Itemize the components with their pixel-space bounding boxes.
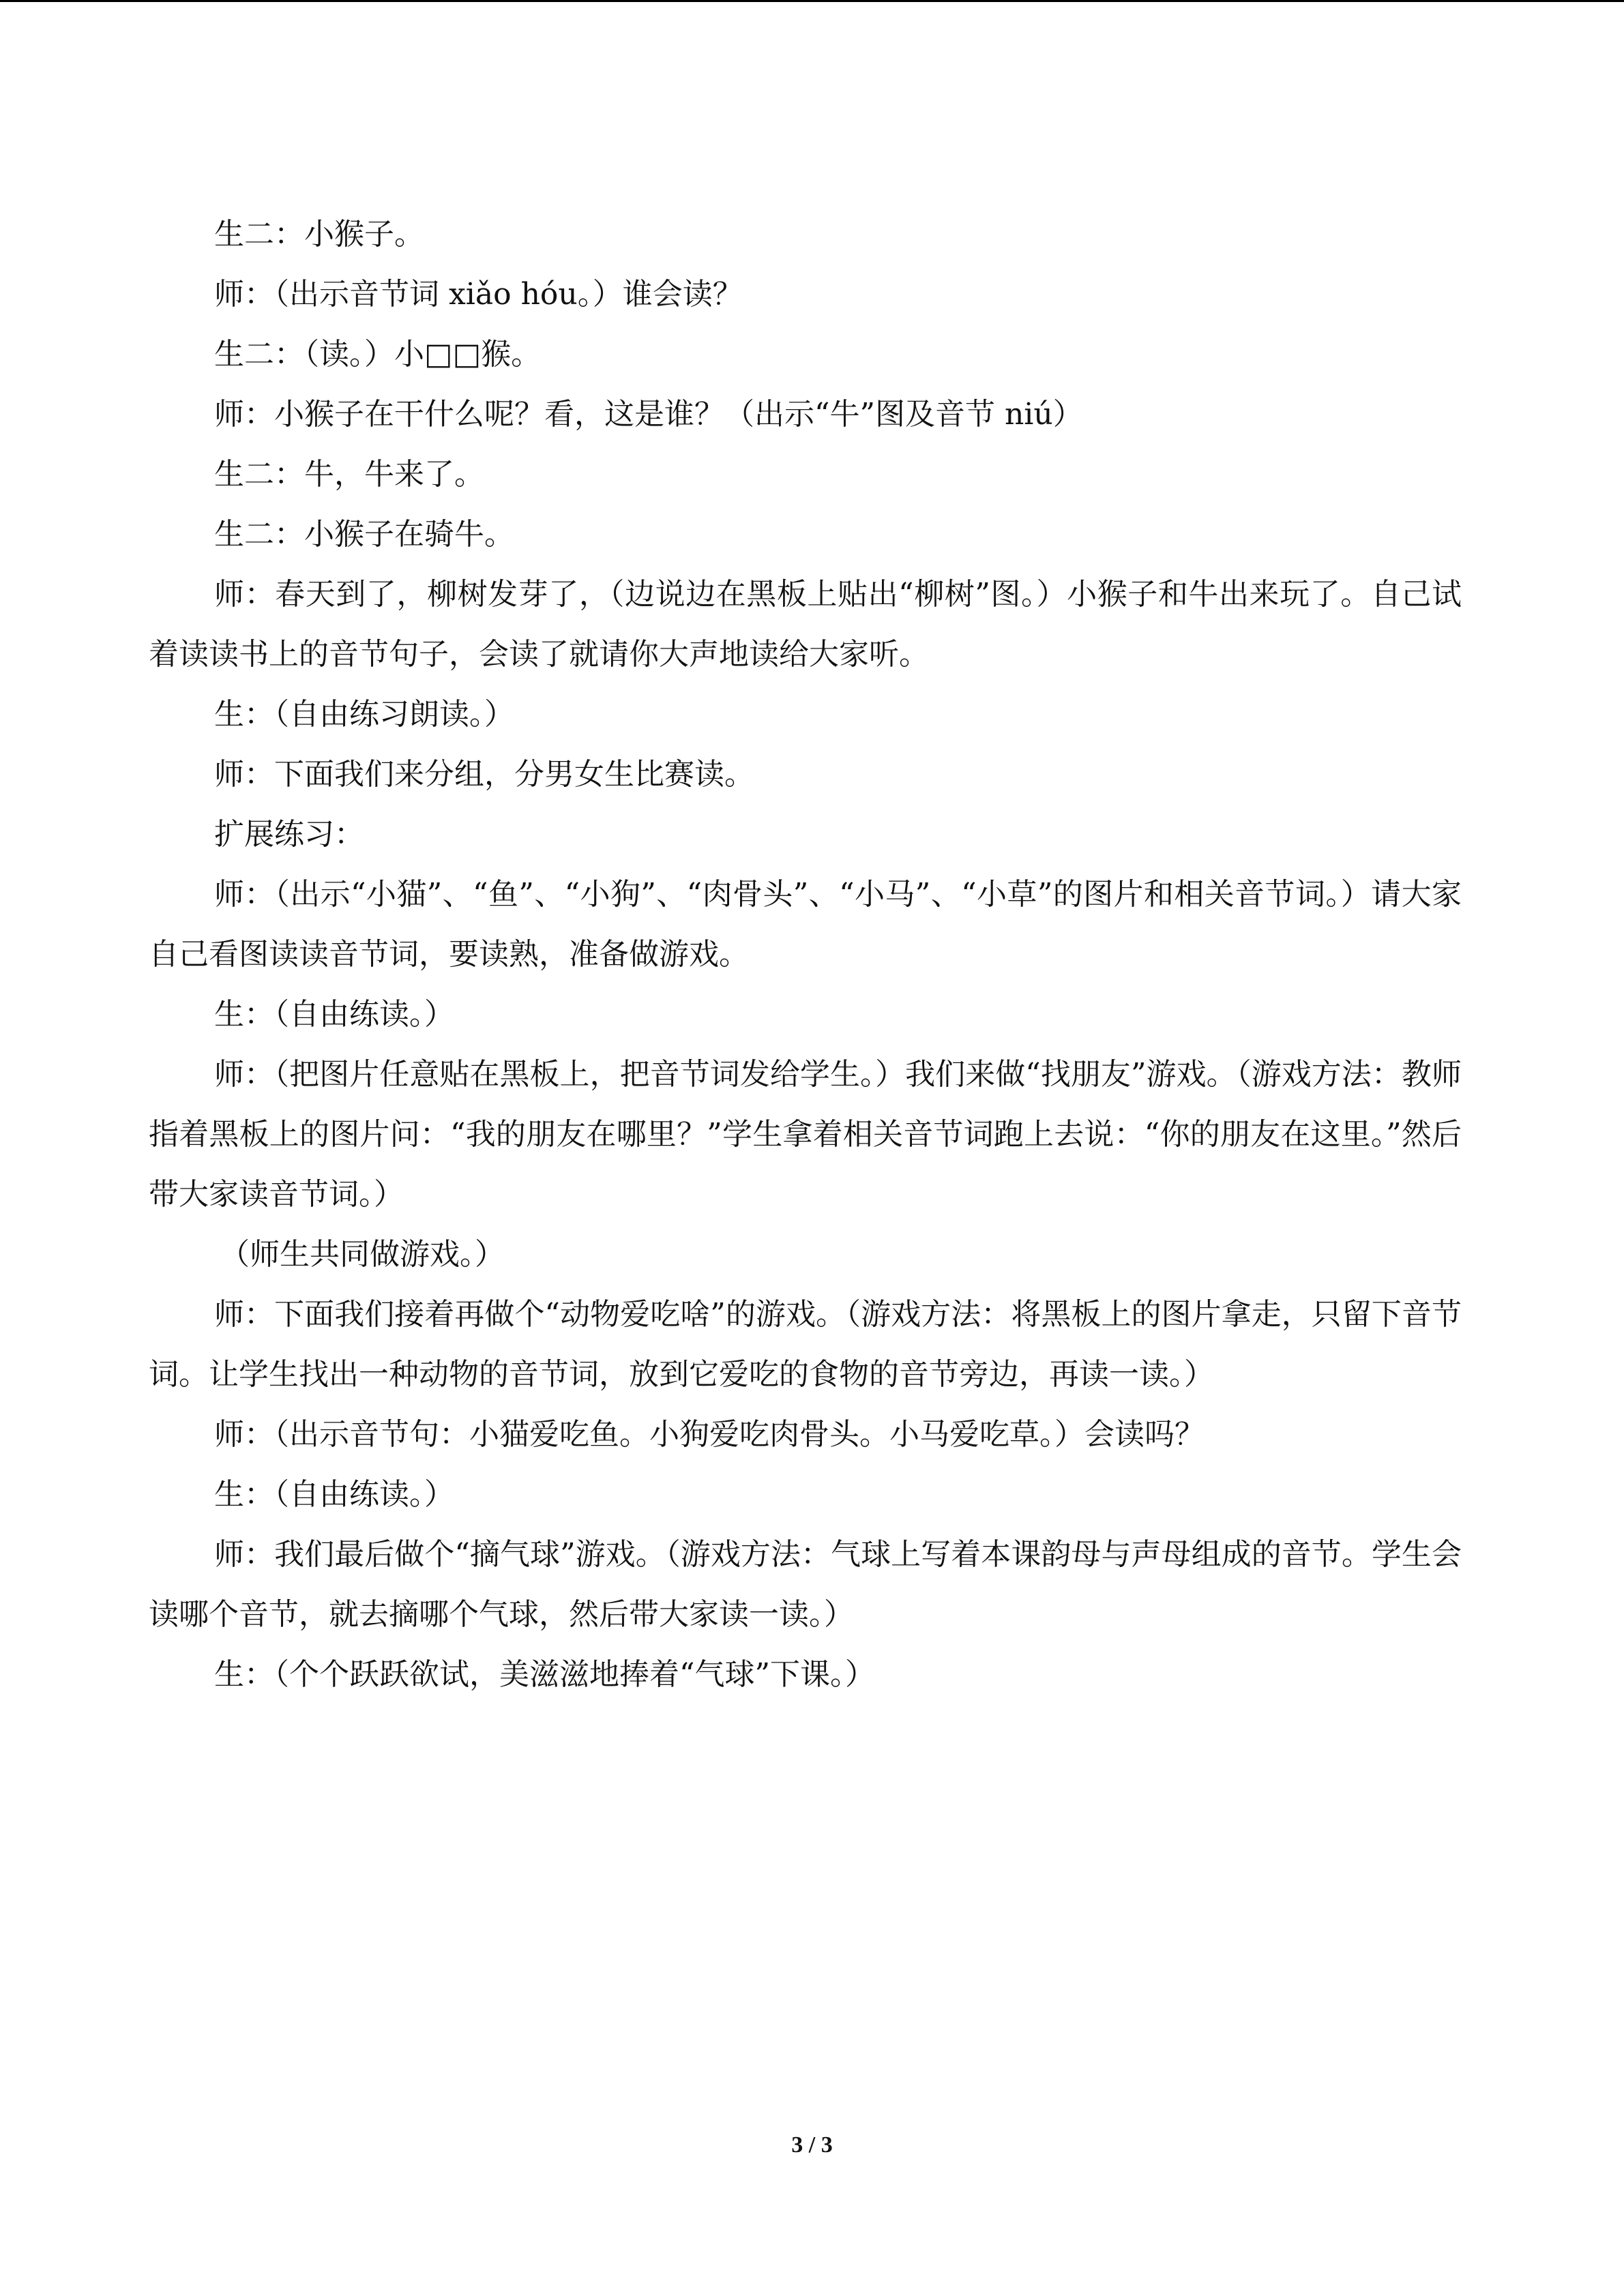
- paragraph: 生二：牛，牛来了。: [214, 457, 484, 492]
- paragraph: 生：（自由练读。）: [214, 997, 454, 1032]
- paragraph: 师：我们最后做个“摘气球”游戏。（游戏方法：气球上写着本课韵母与声母组成的音节。学生会读哪个音节，就去摘哪个气球，然后带大家读一读。）: [149, 1537, 1462, 1632]
- paragraph: 师：下面我们来分组，分男女生比赛读。: [214, 757, 754, 792]
- paragraph: 生：（自由练习朗读。）: [214, 697, 514, 732]
- paragraph: 生二：小猴子在骑牛。: [214, 517, 514, 552]
- section-heading: 扩展练习：: [214, 817, 364, 852]
- body-text: [149, 205, 1462, 1705]
- paragraph: 师：（把图片任意贴在黑板上，把音节词发给学生。）我们来做“找朋友”游戏。（游戏方法：教师指着黑板上的图片问：“我的朋友在哪里？”学生拿着相关音节词跑上去说：“你的朋友在这里。”然后带大家读音节词。）: [149, 1057, 1462, 1212]
- paragraph: 师：（出示音节句：小猫爱吃鱼。小狗爱吃肉骨头。小马爱吃草。）会读吗？: [214, 1417, 1205, 1452]
- paragraph: 师：（出示“小猫”、“鱼”、“小狗”、“肉骨头”、“小马”、“小草”的图片和相关音节词。）请大家自己看图读读音节词，要读熟，准备做游戏。: [149, 877, 1462, 972]
- top-border-line: [0, 0, 1624, 2]
- paragraph: 生：（个个跃跃欲试，美滋滋地捧着“气球”下课。）: [214, 1657, 875, 1692]
- paragraph: 师：春天到了，柳树发芽了，（边说边在黑板上贴出“柳树”图。）小猴子和牛出来玩了。自己试着读读书上的音节句子，会读了就请你大声地读给大家听。: [149, 577, 1462, 672]
- paragraph: 生二：（读。）小□□猴。: [214, 337, 542, 372]
- paragraph: （师生共同做游戏。）: [220, 1237, 505, 1272]
- paragraph: 生二：小猴子。: [214, 217, 424, 252]
- paragraph: 师：（出示音节词 xiǎo hóu。）谁会读？: [214, 277, 743, 312]
- paragraph: 生：（自由练读。）: [214, 1477, 454, 1512]
- paragraph: 师：小猴子在干什么呢？看，这是谁？（出示“牛”图及音节 niú）: [214, 397, 1083, 432]
- page-number: 3 / 3: [791, 2132, 833, 2158]
- paragraph: 师：下面我们接着再做个“动物爱吃啥”的游戏。（游戏方法：将黑板上的图片拿走，只留下音节词。让学生找出一种动物的音节词，放到它爱吃的食物的音节旁边，再读一读。）: [149, 1297, 1462, 1392]
